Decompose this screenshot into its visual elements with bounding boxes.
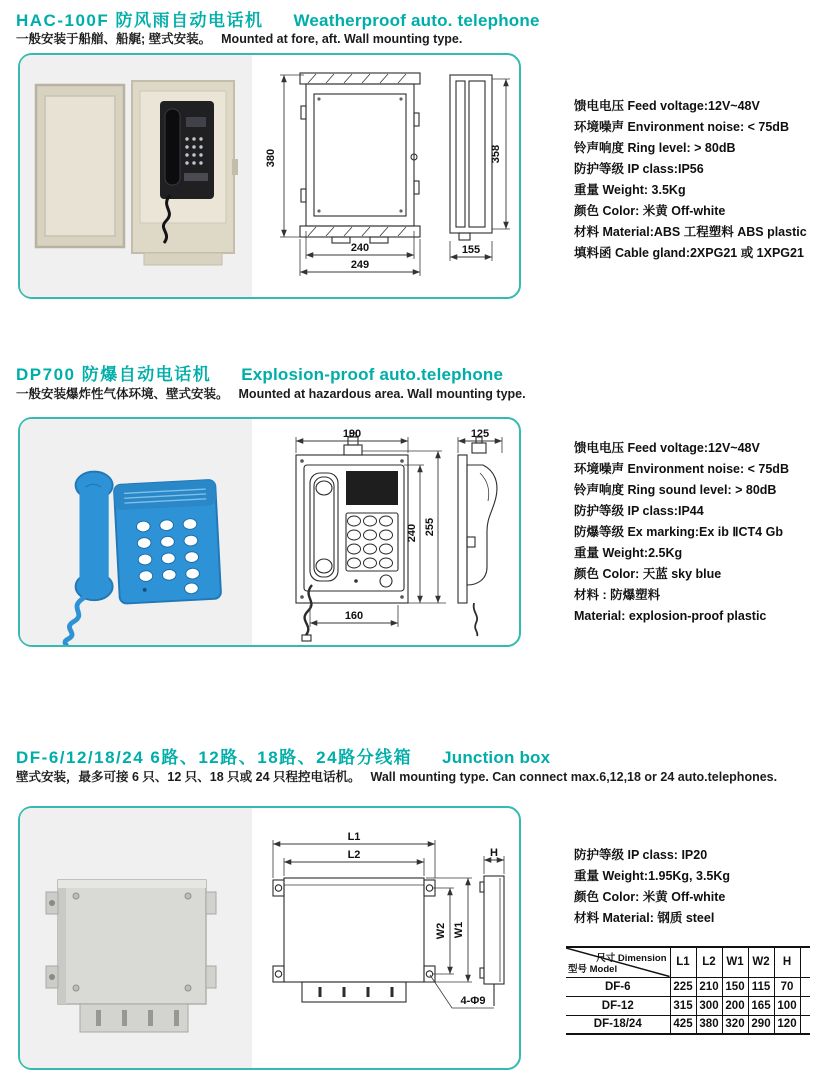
value-cell: 115 (748, 977, 774, 996)
dimension-lines (296, 428, 502, 627)
blue-handset (76, 472, 113, 601)
subtitle-zh: 壁式安装，最多可接 6 只、12 只、18 只或 24 只程控电话机。 (16, 770, 361, 784)
table-row (566, 996, 810, 1015)
spec-line: Material: explosion-proof plastic (574, 609, 767, 623)
spec-line: 铃声响度 Ring sound level: > 80dB (574, 483, 777, 497)
value-cell: 315 (670, 996, 696, 1015)
front-view (300, 73, 420, 243)
product-title-dp700 (16, 360, 503, 385)
model-cell: DF-6 (604, 980, 631, 993)
dim-label-l2: L2 (347, 849, 361, 861)
product-title-zh: DP700 防爆自动电话机 (16, 365, 212, 384)
value-cell: 300 (696, 996, 722, 1015)
spec-line: 环境噪声 Environment noise: < 75dB (574, 120, 789, 134)
spec-line: 防护等级 IP class: IP20 (574, 848, 708, 862)
value-cell: 210 (696, 977, 722, 996)
spec-line: 重量 Weight:1.95Kg, 3.5Kg (574, 869, 731, 883)
value-cell: 380 (696, 1015, 722, 1034)
dim-label-height-outer: 255 (424, 517, 436, 537)
blue-phone (114, 480, 221, 604)
table-column-header: H (774, 947, 800, 977)
spec-line: 填料函 Cable gland:2XPG21 或 1XPG21 (574, 246, 804, 260)
subtitle-en: Mounted at hazardous area. Wall mounting type. (238, 387, 526, 401)
product-photo-junction-box (20, 808, 252, 1068)
value-cell: 225 (670, 977, 696, 996)
value-cell: 70 (774, 977, 800, 996)
side-view (480, 876, 504, 1006)
value-cell: 165 (748, 996, 774, 1015)
dim-label-depth: 155 (461, 244, 481, 256)
dim-label-l1: L1 (347, 831, 361, 843)
product-title-en: Junction box (442, 748, 551, 767)
value-cell: 320 (722, 1015, 748, 1034)
dim-label-holes: 4-Φ9 (460, 995, 486, 1007)
coiled-cord (65, 598, 83, 645)
product-title-hac100f (16, 6, 540, 31)
subtitle-zh: 一般安装爆炸性气体环境、壁式安装。 (16, 387, 229, 401)
spec-line: 颜色 Color: 米黄 Off-white (574, 204, 726, 218)
product-panel-df (18, 806, 521, 1070)
value-cell: 150 (722, 977, 748, 996)
spec-line: 馈电电压 Feed voltage:12V~48V (574, 99, 760, 113)
product-title-en: Weatherproof auto. telephone (293, 11, 540, 30)
spec-line: 材料 Material: 钢质 steel (574, 911, 715, 925)
dim-label-side-height: 358 (490, 144, 502, 164)
steel-box (46, 880, 216, 1032)
table-edge-spacer (800, 947, 810, 977)
table-row (566, 977, 810, 996)
spec-line: 材料 Material:ABS 工程塑料 ABS plastic (574, 225, 807, 239)
spec-line: 材料 : 防爆塑料 (574, 588, 661, 602)
value-cell: 100 (774, 996, 800, 1015)
product-subtitle-dp700 (16, 384, 526, 402)
value-cell: 425 (670, 1015, 696, 1034)
spec-list-hac100f (574, 96, 807, 264)
subtitle-en: Wall mounting type. Can connect max.6,12,18 or 24 auto.telephones. (370, 770, 778, 784)
product-photo-weatherproof-telephone (20, 55, 252, 297)
side-view (458, 437, 497, 636)
spec-line: 颜色 Color: 米黄 Off-white (574, 890, 726, 904)
dimension-lines (265, 75, 510, 276)
subtitle-en: Mounted at fore, aft. Wall mounting type. (221, 32, 463, 46)
table-edge-spacer (800, 1015, 810, 1034)
dim-label-w2: W2 (435, 922, 447, 940)
table-edge-spacer (800, 977, 810, 996)
dim-label-width-bottom: 160 (344, 610, 364, 622)
spec-line: 铃声响度 Ring level: > 80dB (574, 141, 736, 155)
spec-line: 防爆等级 Ex marking:Ex ib ⅡCT4 Gb (574, 525, 783, 539)
technical-drawing-dp700 (262, 425, 514, 645)
product-panel-hac100f (18, 53, 521, 299)
product-title-df (16, 743, 550, 768)
corner-dimension-label: 尺寸 Dimension (596, 953, 667, 964)
side-view (450, 75, 492, 240)
product-title-zh: HAC-100F 防风雨自动电话机 (16, 11, 264, 30)
product-subtitle-hac100f (16, 29, 462, 47)
table-column-header: W1 (722, 947, 748, 977)
table-column-header: L2 (696, 947, 722, 977)
spec-line: 重量 Weight: 3.5Kg (574, 183, 686, 197)
dim-label-height-inner: 240 (406, 523, 418, 543)
table-edge-spacer (800, 996, 810, 1015)
subtitle-zh: 一般安装于船艏、船艉; 壁式安装。 (16, 32, 212, 46)
product-title-zh: DF-6/12/18/24 6路、12路、18路、24路分线箱 (16, 748, 413, 767)
dim-label-height: 380 (265, 148, 277, 168)
table-column-header: L1 (670, 947, 696, 977)
dimension-table (566, 946, 810, 1035)
front-view (273, 878, 435, 1002)
spec-line: 环境噪声 Environment noise: < 75dB (574, 462, 789, 476)
model-cell: DF-18/24 (593, 1018, 642, 1031)
spec-list-df (574, 845, 730, 929)
value-cell: 200 (722, 996, 748, 1015)
product-panel-dp700 (18, 417, 521, 647)
spec-list-dp700 (574, 438, 789, 627)
table-row (566, 1015, 810, 1034)
blue-telephone-photo-image (20, 419, 252, 645)
spec-line: 重量 Weight:2.5Kg (574, 546, 683, 560)
dim-label-w1: W1 (453, 921, 465, 939)
value-cell: 120 (774, 1015, 800, 1034)
dim-label-depth: 125 (470, 428, 490, 440)
dim-label-h: H (490, 847, 498, 859)
technical-drawing-weatherproof (256, 61, 514, 283)
table-corner-cell (566, 947, 670, 977)
product-photo-explosion-proof-telephone (20, 419, 252, 645)
model-cell: DF-12 (601, 999, 634, 1012)
dim-label-width: 190 (342, 428, 362, 440)
product-title-en: Explosion-proof auto.telephone (241, 365, 504, 384)
spec-line: 馈电电压 Feed voltage:12V~48V (574, 441, 760, 455)
dim-label-width-inner: 240 (350, 242, 370, 254)
spec-line: 防护等级 IP class:IP56 (574, 162, 704, 176)
spec-line: 颜色 Color: 天蓝 sky blue (574, 567, 722, 581)
value-cell: 290 (748, 1015, 774, 1034)
technical-drawing-junction-box (254, 820, 516, 1020)
table-column-header: W2 (748, 947, 774, 977)
dim-label-width-outer: 249 (350, 259, 370, 271)
junction-box-photo-image (20, 808, 252, 1068)
product-subtitle-df (16, 767, 777, 785)
weatherproof-box-photo-image (20, 55, 252, 297)
spec-line: 防护等级 IP class:IP44 (574, 504, 704, 518)
open-lid (36, 85, 124, 247)
corner-model-label: 型号 Model (568, 963, 618, 975)
